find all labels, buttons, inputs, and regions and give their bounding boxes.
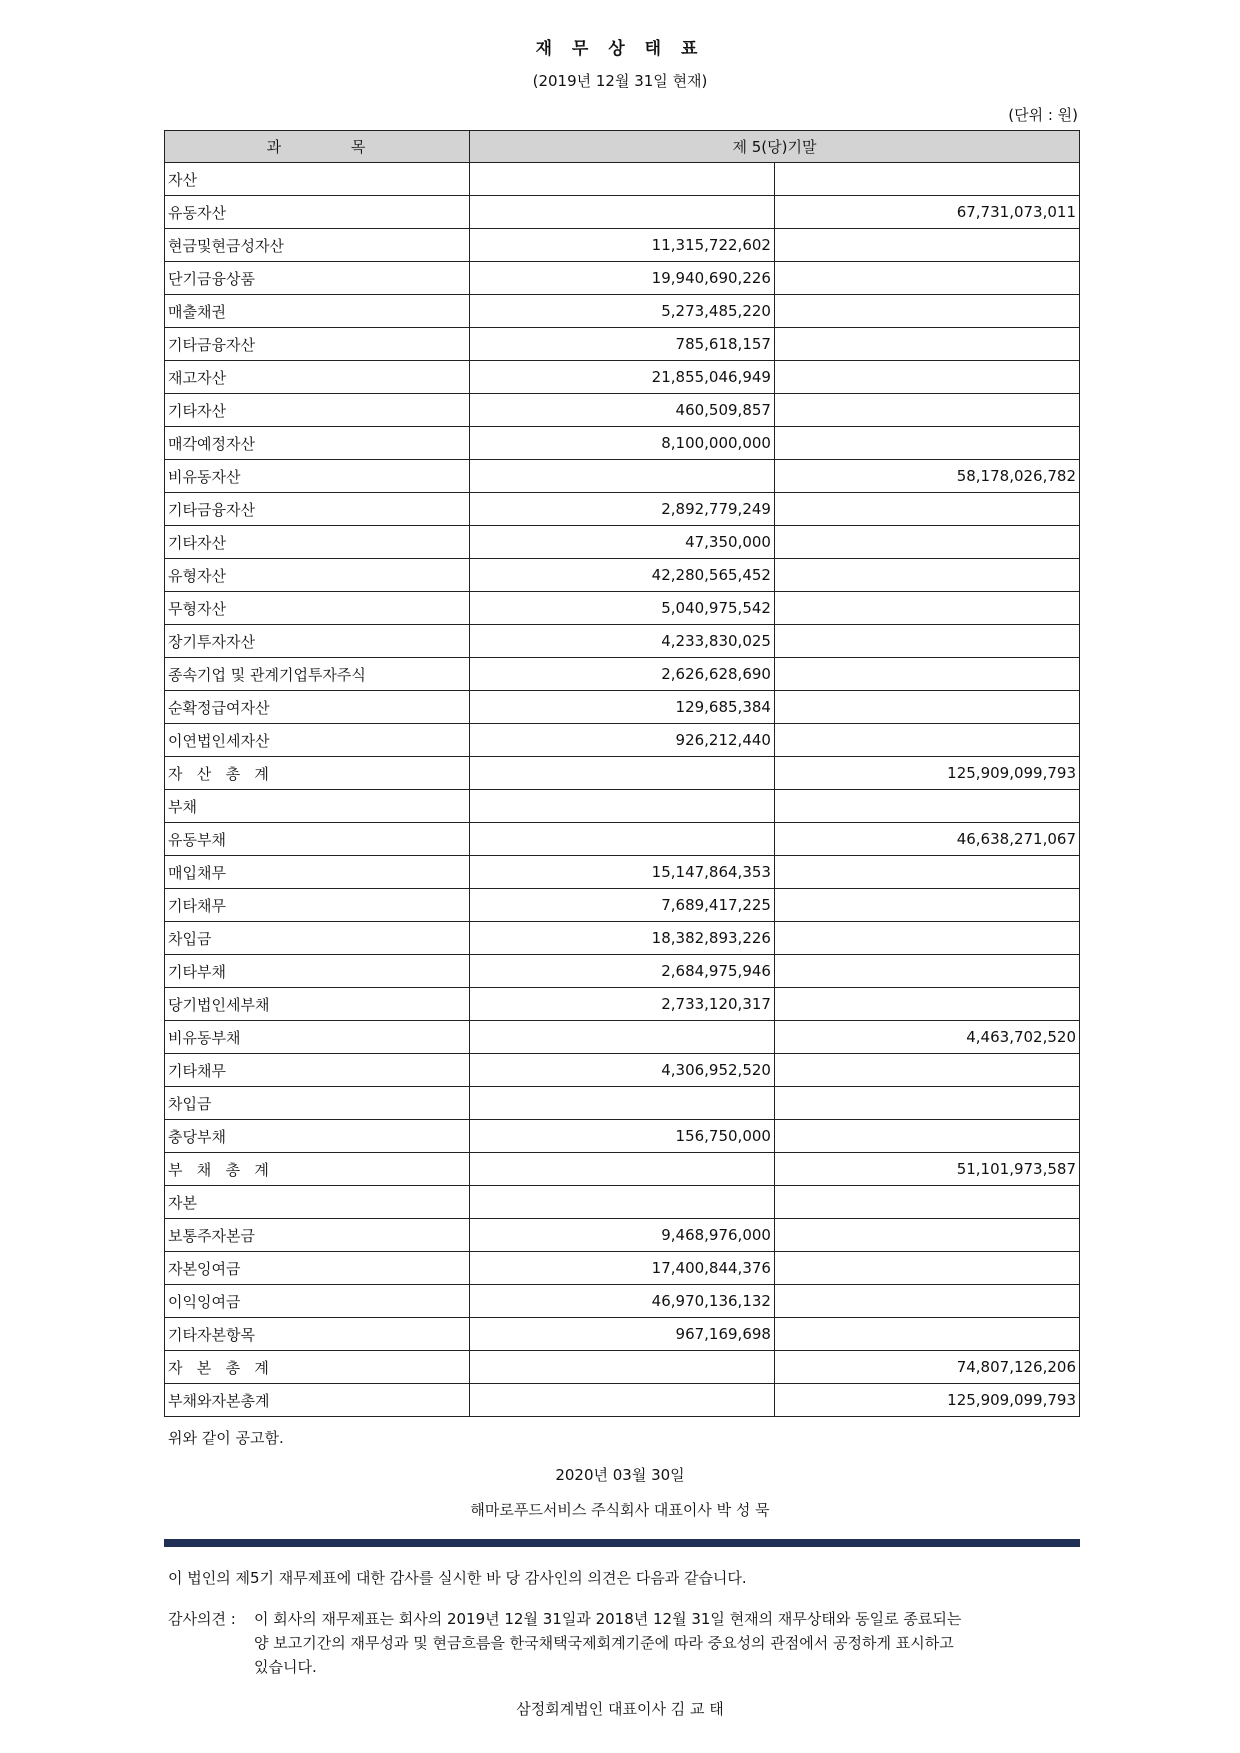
- header-period: 제 5(당)기말: [469, 131, 1079, 163]
- row-total-amount: 125,909,099,793: [774, 757, 1079, 790]
- table-row: [165, 493, 1080, 526]
- row-sub-amount: 47,350,000: [469, 526, 774, 559]
- row-total-amount: [774, 889, 1079, 922]
- table-row: [165, 229, 1080, 262]
- row-sub-amount: 8,100,000,000: [469, 427, 774, 460]
- row-label: 순확정급여자산: [165, 691, 470, 724]
- row-total-amount: 46,638,271,067: [774, 823, 1079, 856]
- row-label: 유동부채: [165, 823, 470, 856]
- row-total-amount: 67,731,073,011: [774, 196, 1079, 229]
- row-sub-amount: [469, 460, 774, 493]
- table-row: [165, 1384, 1080, 1417]
- row-total-amount: [774, 1186, 1079, 1219]
- row-sub-amount: [469, 196, 774, 229]
- row-sub-amount: [469, 1384, 774, 1417]
- table-row: [165, 922, 1080, 955]
- row-total-amount: [774, 163, 1079, 196]
- table-row: [165, 163, 1080, 196]
- row-total-amount: [774, 922, 1079, 955]
- table-row: [165, 1186, 1080, 1219]
- table-row: [165, 1252, 1080, 1285]
- row-label: 자 본 총 계: [165, 1351, 470, 1384]
- table-row: [165, 691, 1080, 724]
- row-label: 부 채 총 계: [165, 1153, 470, 1186]
- row-sub-amount: 11,315,722,602: [469, 229, 774, 262]
- row-sub-amount: [469, 1087, 774, 1120]
- row-sub-amount: 4,306,952,520: [469, 1054, 774, 1087]
- audit-opinion-line1: 이 회사의 재무제표는 회사의 2019년 12월 31일과 2018년 12월 31일 현재의 재무상태와 동일로 종료되는: [254, 1610, 962, 1628]
- row-total-amount: [774, 625, 1079, 658]
- row-sub-amount: 2,892,779,249: [469, 493, 774, 526]
- table-row: [165, 823, 1080, 856]
- audit-opinion: [168, 1607, 1068, 1679]
- table-row: [165, 658, 1080, 691]
- row-sub-amount: 129,685,384: [469, 691, 774, 724]
- row-total-amount: [774, 559, 1079, 592]
- table-row: [165, 1351, 1080, 1384]
- document-title: 재 무 상 태 표: [535, 39, 705, 59]
- table-row: [165, 196, 1080, 229]
- row-total-amount: [774, 262, 1079, 295]
- table-body: [165, 163, 1080, 1417]
- table-row: [165, 1318, 1080, 1351]
- row-total-amount: [774, 1285, 1079, 1318]
- row-total-amount: 51,101,973,587: [774, 1153, 1079, 1186]
- row-total-amount: [774, 1252, 1079, 1285]
- table-row: [165, 1219, 1080, 1252]
- row-sub-amount: 18,382,893,226: [469, 922, 774, 955]
- row-total-amount: [774, 1318, 1079, 1351]
- row-label: 종속기업 및 관계기업투자주식: [165, 658, 470, 691]
- table-row: [165, 988, 1080, 1021]
- row-sub-amount: 2,684,975,946: [469, 955, 774, 988]
- row-total-amount: [774, 1120, 1079, 1153]
- table-row: [165, 1285, 1080, 1318]
- table-row: [165, 427, 1080, 460]
- row-sub-amount: 5,040,975,542: [469, 592, 774, 625]
- audit-intro: 이 법인의 제5기 재무제표에 대한 감사를 실시한 바 당 감사인의 의견은 다음과 같습니다.: [168, 1569, 747, 1587]
- divider-rule: [164, 1539, 1080, 1547]
- row-sub-amount: 21,855,046,949: [469, 361, 774, 394]
- row-label: 당기법인세부채: [165, 988, 470, 1021]
- row-sub-amount: 967,169,698: [469, 1318, 774, 1351]
- table-header-row: [165, 131, 1080, 163]
- row-label: 비유동부채: [165, 1021, 470, 1054]
- row-label: 비유동자산: [165, 460, 470, 493]
- table-row: [165, 592, 1080, 625]
- row-total-amount: 74,807,126,206: [774, 1351, 1079, 1384]
- header-subject: 과 목: [165, 131, 470, 163]
- row-total-amount: [774, 592, 1079, 625]
- table-row: [165, 361, 1080, 394]
- row-label: 차입금: [165, 1087, 470, 1120]
- notice-text: 위와 같이 공고함.: [168, 1429, 284, 1447]
- row-total-amount: [774, 526, 1079, 559]
- row-sub-amount: 460,509,857: [469, 394, 774, 427]
- row-sub-amount: 4,233,830,025: [469, 625, 774, 658]
- row-total-amount: [774, 394, 1079, 427]
- row-sub-amount: 15,147,864,353: [469, 856, 774, 889]
- row-label: 자본잉여금: [165, 1252, 470, 1285]
- row-label: 기타자산: [165, 526, 470, 559]
- table-row: [165, 889, 1080, 922]
- table-row: [165, 724, 1080, 757]
- auditor-signature: 삼정회계법인 대표이사 김 교 태: [516, 1700, 724, 1718]
- row-total-amount: [774, 328, 1079, 361]
- row-label: 차입금: [165, 922, 470, 955]
- currency-unit: (단위 : 원): [1008, 106, 1078, 124]
- row-sub-amount: 19,940,690,226: [469, 262, 774, 295]
- row-total-amount: [774, 229, 1079, 262]
- row-sub-amount: 9,468,976,000: [469, 1219, 774, 1252]
- row-label: 보통주자본금: [165, 1219, 470, 1252]
- row-sub-amount: 42,280,565,452: [469, 559, 774, 592]
- table-row: [165, 1021, 1080, 1054]
- row-label: 재고자산: [165, 361, 470, 394]
- row-label: 매각예정자산: [165, 427, 470, 460]
- row-total-amount: [774, 427, 1079, 460]
- row-sub-amount: 2,733,120,317: [469, 988, 774, 1021]
- audit-opinion-line3: 있습니다.: [254, 1658, 317, 1676]
- row-sub-amount: 5,273,485,220: [469, 295, 774, 328]
- row-sub-amount: 926,212,440: [469, 724, 774, 757]
- table-row: [165, 460, 1080, 493]
- row-sub-amount: [469, 823, 774, 856]
- row-sub-amount: [469, 1186, 774, 1219]
- row-label: 장기투자자산: [165, 625, 470, 658]
- row-label: 기타자본항목: [165, 1318, 470, 1351]
- row-label: 기타자산: [165, 394, 470, 427]
- row-total-amount: [774, 955, 1079, 988]
- row-label: 매입채무: [165, 856, 470, 889]
- row-sub-amount: 785,618,157: [469, 328, 774, 361]
- row-label: 자 산 총 계: [165, 757, 470, 790]
- row-total-amount: [774, 295, 1079, 328]
- row-label: 기타채무: [165, 1054, 470, 1087]
- audit-opinion-label: 감사의견 :: [168, 1610, 236, 1628]
- balance-sheet-table: [164, 130, 1080, 1417]
- table-row: [165, 757, 1080, 790]
- announcement-date: 2020년 03월 30일: [555, 1466, 685, 1484]
- row-sub-amount: [469, 790, 774, 823]
- row-label: 이익잉여금: [165, 1285, 470, 1318]
- row-total-amount: [774, 856, 1079, 889]
- row-total-amount: [774, 1054, 1079, 1087]
- row-sub-amount: 46,970,136,132: [469, 1285, 774, 1318]
- table-row: [165, 526, 1080, 559]
- row-total-amount: [774, 361, 1079, 394]
- row-sub-amount: [469, 1021, 774, 1054]
- row-total-amount: [774, 691, 1079, 724]
- row-total-amount: 4,463,702,520: [774, 1021, 1079, 1054]
- row-sub-amount: 7,689,417,225: [469, 889, 774, 922]
- row-label: 부채와자본총계: [165, 1384, 470, 1417]
- company-signature: 해마로푸드서비스 주식회사 대표이사 박 성 묵: [470, 1501, 770, 1519]
- row-sub-amount: 17,400,844,376: [469, 1252, 774, 1285]
- row-label: 기타채무: [165, 889, 470, 922]
- table-row: [165, 559, 1080, 592]
- table-row: [165, 1153, 1080, 1186]
- table-row: [165, 856, 1080, 889]
- row-label: 부채: [165, 790, 470, 823]
- row-label: 무형자산: [165, 592, 470, 625]
- audit-opinion-line2: 양 보고기간의 재무성과 및 현금흐름을 한국채택국제회계기준에 따라 중요성의 관점에서 공정하게 표시하고: [254, 1634, 954, 1652]
- row-total-amount: [774, 1087, 1079, 1120]
- table-row: [165, 1120, 1080, 1153]
- row-sub-amount: [469, 1153, 774, 1186]
- row-total-amount: [774, 988, 1079, 1021]
- table-row: [165, 1087, 1080, 1120]
- table-row: [165, 328, 1080, 361]
- row-sub-amount: [469, 757, 774, 790]
- row-label: 자본: [165, 1186, 470, 1219]
- report-date: (2019년 12월 31일 현재): [532, 72, 708, 90]
- table-row: [165, 790, 1080, 823]
- row-label: 자산: [165, 163, 470, 196]
- table-row: [165, 955, 1080, 988]
- row-label: 충당부채: [165, 1120, 470, 1153]
- table-row: [165, 625, 1080, 658]
- row-label: 유동자산: [165, 196, 470, 229]
- row-label: 매출채권: [165, 295, 470, 328]
- row-sub-amount: 2,626,628,690: [469, 658, 774, 691]
- row-sub-amount: [469, 163, 774, 196]
- row-total-amount: [774, 1219, 1079, 1252]
- row-sub-amount: [469, 1351, 774, 1384]
- row-label: 기타금융자산: [165, 493, 470, 526]
- table-row: [165, 1054, 1080, 1087]
- row-label: 기타부채: [165, 955, 470, 988]
- row-label: 이연법인세자산: [165, 724, 470, 757]
- row-total-amount: [774, 724, 1079, 757]
- row-label: 현금및현금성자산: [165, 229, 470, 262]
- row-total-amount: [774, 790, 1079, 823]
- row-total-amount: [774, 493, 1079, 526]
- row-label: 단기금융상품: [165, 262, 470, 295]
- row-label: 유형자산: [165, 559, 470, 592]
- row-sub-amount: 156,750,000: [469, 1120, 774, 1153]
- table-row: [165, 394, 1080, 427]
- row-label: 기타금융자산: [165, 328, 470, 361]
- row-total-amount: [774, 658, 1079, 691]
- table-row: [165, 295, 1080, 328]
- table-row: [165, 262, 1080, 295]
- row-total-amount: 125,909,099,793: [774, 1384, 1079, 1417]
- row-total-amount: 58,178,026,782: [774, 460, 1079, 493]
